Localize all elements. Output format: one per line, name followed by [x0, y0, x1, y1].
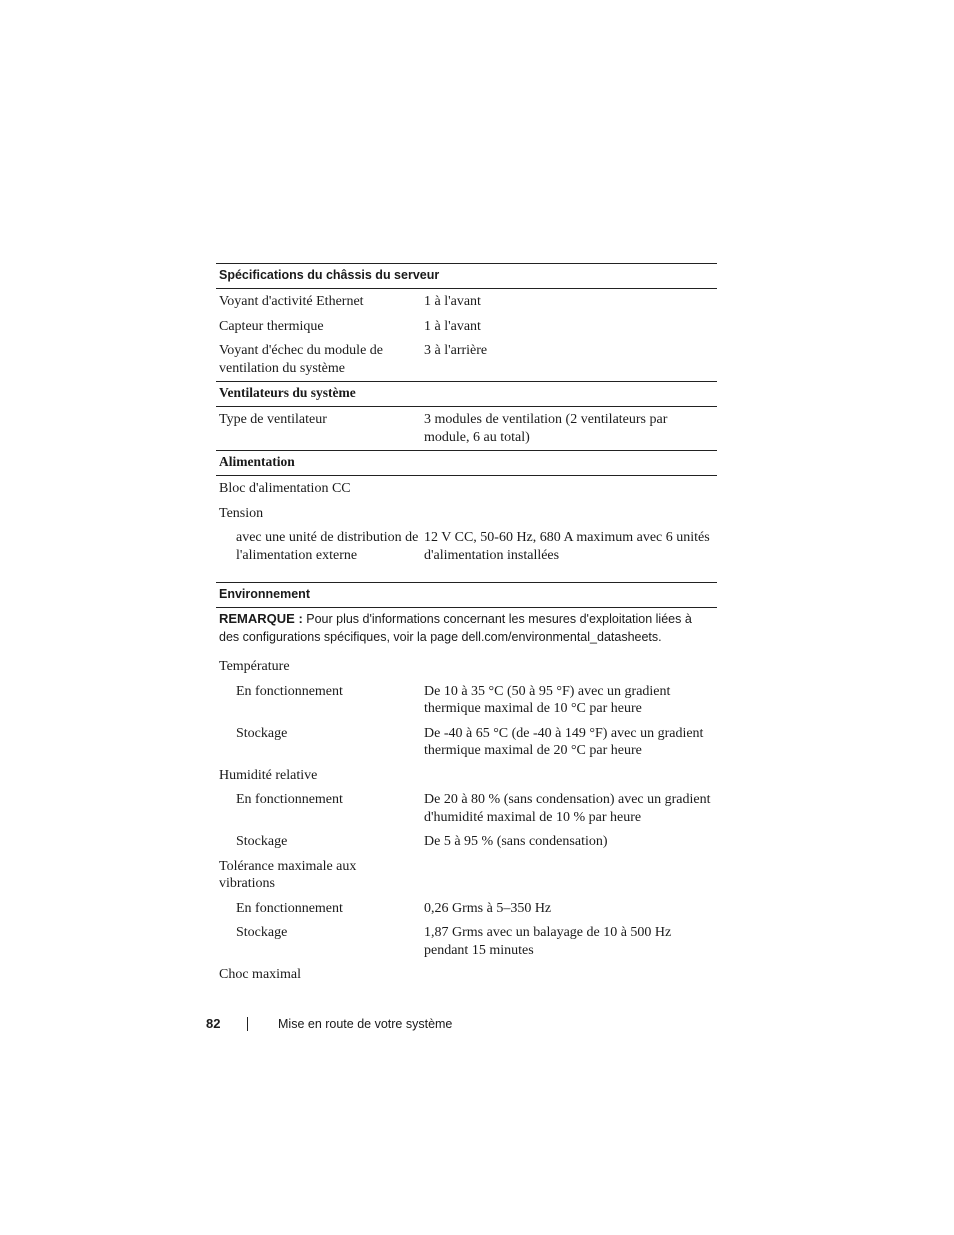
spec-value: [424, 767, 717, 785]
spec-label: En fonctionnement: [236, 900, 343, 916]
spec-row: [216, 854, 717, 896]
spec-label: En fonctionnement: [236, 683, 343, 699]
section-header-power: Alimentation: [216, 450, 717, 476]
spec-row: [216, 721, 717, 763]
spec-value: De -40 à 65 °C (de -40 à 149 °F) avec un gradient thermique maximal de 20 °C par heure: [424, 725, 704, 758]
spec-row: [216, 787, 717, 829]
spec-value: [424, 658, 717, 676]
footer-separator: [247, 1017, 248, 1031]
section-header-chassis: Spécifications du châssis du serveur: [216, 263, 717, 289]
spec-row: [216, 829, 717, 854]
section-header-fans: Ventilateurs du système: [216, 381, 717, 407]
spec-row: [216, 654, 717, 679]
spec-row: [216, 920, 717, 962]
spec-value: 3 modules de ventilation (2 ventilateurs par module, 6 au total): [424, 412, 668, 445]
spec-row: [216, 962, 717, 987]
spec-label: Température: [219, 659, 290, 674]
spec-table: [216, 263, 717, 987]
spec-label: avec une unité de distribution de l'alimentation externe: [236, 530, 419, 563]
spec-value: De 20 à 80 % (sans condensation) avec un gradient d'humidité maximal de 10 % par heure: [424, 792, 711, 825]
spec-label: Humidité relative: [219, 767, 318, 783]
note: [216, 608, 717, 654]
spec-row: [216, 476, 717, 501]
spec-label: Stockage: [236, 834, 288, 849]
note-label: REMARQUE :: [219, 611, 303, 626]
spec-label: Stockage: [236, 725, 288, 741]
spec-row: [216, 679, 717, 721]
spec-value: [424, 480, 717, 498]
spec-row: [216, 407, 717, 450]
spec-label: Tension: [219, 505, 264, 521]
spec-value: 1,87 Grms avec un balayage de 10 à 500 Hz pendant 15 minutes: [424, 925, 672, 958]
spec-label: Voyant d'échec du module de ventilation du système: [219, 343, 383, 376]
spec-label: Choc maximal: [219, 967, 302, 982]
spec-label: Type de ventilateur: [219, 412, 327, 427]
spec-value: De 5 à 95 % (sans condensation): [424, 834, 608, 849]
spec-value: [424, 858, 717, 893]
spec-row: [216, 501, 717, 526]
spec-value: 1 à l'avant: [424, 294, 481, 309]
spec-label: Stockage: [236, 925, 288, 940]
spec-row: [216, 289, 717, 314]
spec-row: [216, 896, 717, 921]
spec-label: Voyant d'activité Ethernet: [219, 294, 364, 309]
spec-value: [424, 966, 717, 984]
spec-row: [216, 525, 717, 582]
spec-value: 12 V CC, 50-60 Hz, 680 A maximum avec 6 unités d'alimentation installées: [424, 530, 710, 563]
spec-label: Tolérance maximale aux vibrations: [219, 858, 357, 891]
spec-value: [424, 505, 717, 523]
spec-row: [216, 763, 717, 788]
spec-row: [216, 314, 717, 339]
footer-title: Mise en route de votre système: [278, 1017, 453, 1031]
page-number: 82: [206, 1016, 221, 1031]
spec-row: [216, 338, 717, 381]
spec-value: De 10 à 35 °C (50 à 95 °F) avec un gradient thermique maximal de 10 °C par heure: [424, 683, 671, 716]
spec-label: Bloc d'alimentation CC: [219, 481, 351, 496]
section-header-environment: Environnement: [216, 582, 717, 608]
spec-label: En fonctionnement: [236, 792, 343, 807]
note-text: Pour plus d'informations concernant les mesures d'exploitation liées à des configurations spécifiques, voir la page dell.com/environmental_datasheets.: [219, 612, 692, 644]
spec-value: 0,26 Grms à 5–350 Hz: [424, 900, 552, 916]
spec-value: 1 à l'avant: [424, 318, 481, 334]
spec-value: 3 à l'arrière: [424, 343, 488, 358]
spec-label: Capteur thermique: [219, 318, 324, 334]
